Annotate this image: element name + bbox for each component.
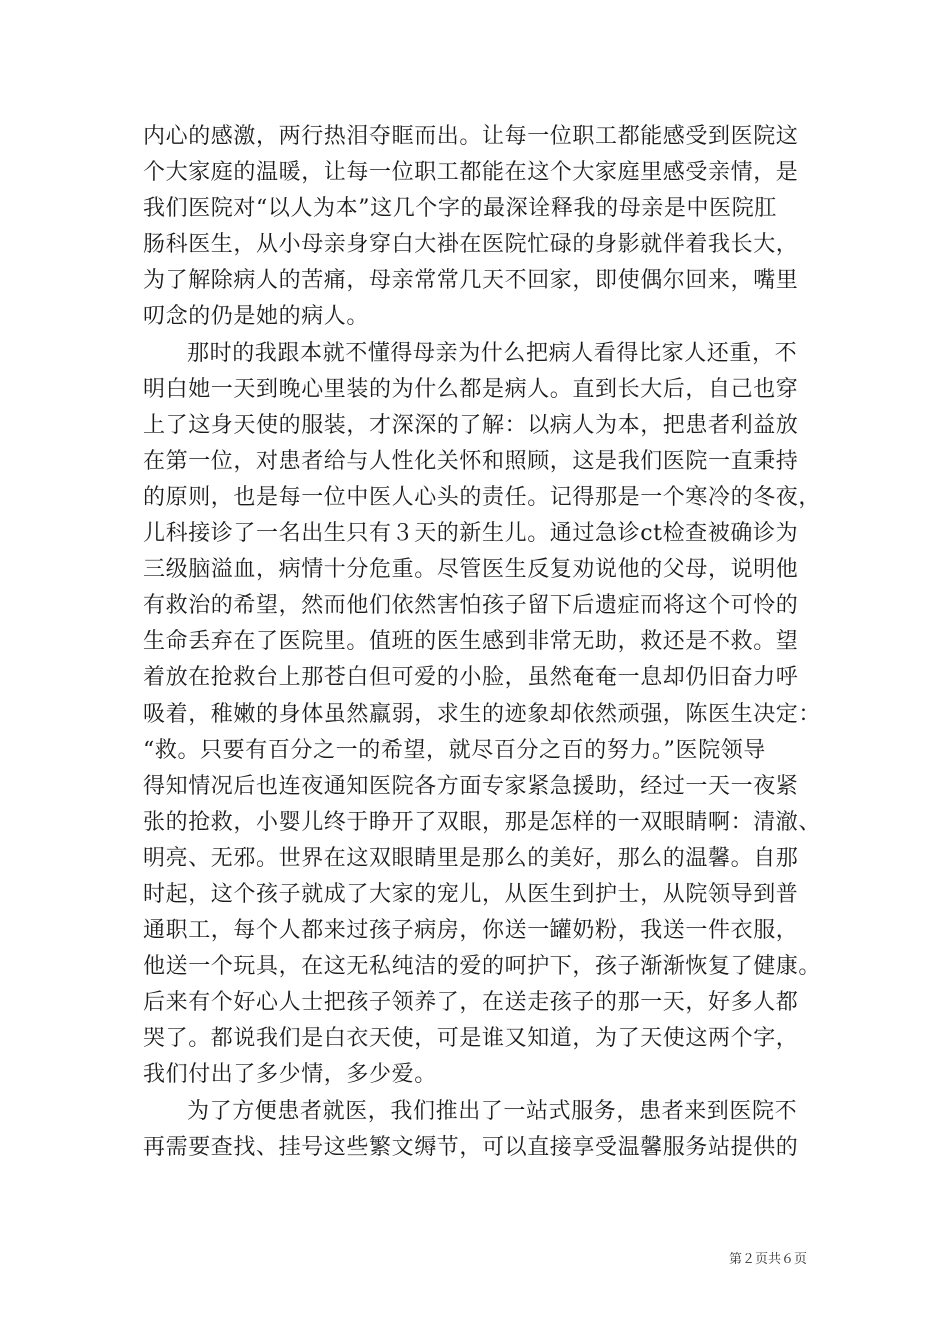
text-line: 上了这身天使的服装，才深深的了解：以病人为本，把患者利益放 [143,412,799,438]
text-line: 叨念的仍是她的病人。 [143,304,370,330]
text-line: 三级脑溢血，病情十分危重。尽管医生反复劝说他的父母，说明他 [143,557,799,583]
text-line: 明亮、无邪。世界在这双眼睛里是那么的美好，那么的温馨。自那 [143,845,799,871]
text-line: 为了解除病人的苦痛，母亲常常几天不回家，即使偶尔回来，嘴里 [143,268,799,294]
text-line: 那时的我跟本就不懂得母亲为什么把病人看得比家人还重，不 [187,340,798,366]
text-line: 我们付出了多少情，多少爱。 [143,1062,437,1088]
text-line: 后来有个好心人士把孩子领养了，在送走孩子的那一天，好多人都 [143,990,799,1016]
text-line: 得知情况后也连夜通知医院各方面专家紧急援助，经过一天一夜紧 [143,773,799,799]
text-line: 儿科接诊了一名出生只有３天的新生儿。通过急诊ct检查被确诊为 [143,521,799,547]
text-line: 肠科医生，从小母亲身穿白大褂在医院忙碌的身影就伴着我长大， [143,232,799,258]
text-line: 为了方便患者就医，我们推出了一站式服务，患者来到医院不 [187,1098,798,1124]
text-line: 时起，这个孩子就成了大家的宠儿，从医生到护士，从院领导到普 [143,881,799,907]
page-number: 第２页共６页 [728,1252,807,1267]
text-line: 他送一个玩具，在这无私纯洁的爱的呵护下，孩子渐渐恢复了健康。 [143,954,822,980]
text-line: 内心的感激，两行热泪夺眶而出。让每一位职工都能感受到医院这 [143,124,799,149]
text-line: 个大家庭的温暖，让每一位职工都能在这个大家庭里感受亲情，是 [143,160,799,186]
text-line: 通职工，每个人都来过孩子病房，你送一罐奶粉，我送一件衣服， [143,918,799,944]
text-line: 张的抢救，小婴儿终于睁开了双眼，那是怎样的一双眼睛啊：清澈、 [143,809,822,835]
text-line: 的原则，也是每一位中医人心头的责任。记得那是一个寒冷的冬夜， [143,484,822,510]
text-line: 在第一位，对患者给与人性化关怀和照顾，这是我们医院一直秉持 [143,448,799,474]
text-line: 我们医院对“以人为本”这几个字的最深诠释我的母亲是中医院肛 [143,196,777,222]
text-line: 吸着，稚嫩的身体虽然羸弱，求生的迹象却依然顽强，陈医生决定： [143,701,822,727]
text-line: 哭了。都说我们是白衣天使，可是谁又知道，为了天使这两个字， [143,1026,799,1052]
text-line: 生命丢弃在了医院里。值班的医生感到非常无助，救还是不救。望 [143,629,799,655]
text-line: 着放在抢救台上那苍白但可爱的小脸，虽然奄奄一息却仍旧奋力呼 [143,665,799,691]
text-line: 明白她一天到晚心里装的为什么都是病人。直到长大后，自己也穿 [143,376,799,402]
text-line: 有救治的希望，然而他们依然害怕孩子留下后遗症而将这个可怜的 [143,593,799,619]
text-line: 再需要查找、挂号这些繁文缛节，可以直接享受温馨服务站提供的 [143,1134,799,1160]
body-text [143,119,822,1166]
text-line: “救。只要有百分之一的希望，就尽百分之百的努力。”医院领导 [143,737,766,763]
